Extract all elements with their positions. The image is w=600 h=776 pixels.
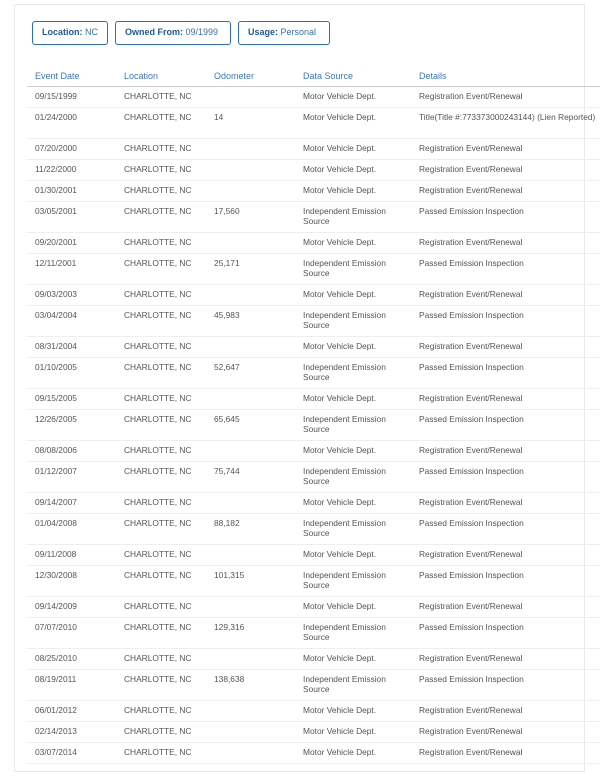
odometer-cell xyxy=(206,87,295,108)
location-cell: CHARLOTTE, NC xyxy=(116,306,206,337)
data-source-cell: Independent Emission Source xyxy=(295,566,411,597)
details-cell: Passed Emission Inspection xyxy=(411,202,600,233)
details-cell: Registration Event/Renewal xyxy=(411,87,600,108)
table-row xyxy=(27,410,600,441)
table-header-row xyxy=(27,66,600,87)
event-date-cell: 01/30/2001 xyxy=(27,181,116,202)
column-header-details: Details xyxy=(411,66,600,87)
table-row xyxy=(27,233,600,254)
chip-value: 09/1999 xyxy=(183,27,219,37)
table-row xyxy=(27,337,600,358)
location-cell: CHARLOTTE, NC xyxy=(116,701,206,722)
event-date-cell: 09/15/1999 xyxy=(27,87,116,108)
event-date-cell: 12/26/2005 xyxy=(27,410,116,441)
location-cell: CHARLOTTE, NC xyxy=(116,337,206,358)
odometer-cell xyxy=(206,493,295,514)
odometer-cell: 14 xyxy=(206,108,295,139)
details-cell: Registration Event/Renewal xyxy=(411,389,600,410)
event-date-cell: 08/25/2010 xyxy=(27,649,116,670)
event-date-cell: 01/10/2005 xyxy=(27,358,116,389)
data-source-cell: Independent Emission Source xyxy=(295,514,411,545)
event-date-cell: 06/01/2012 xyxy=(27,701,116,722)
chip-key: Location: xyxy=(42,27,83,37)
data-source-cell: Motor Vehicle Dept. xyxy=(295,160,411,181)
odometer-cell: 138,638 xyxy=(206,670,295,701)
table-row xyxy=(27,597,600,618)
data-source-cell: Motor Vehicle Dept. xyxy=(295,545,411,566)
location-cell: CHARLOTTE, NC xyxy=(116,597,206,618)
column-header-odometer: Odometer xyxy=(206,66,295,87)
location-cell: CHARLOTTE, NC xyxy=(116,202,206,233)
table-row xyxy=(27,462,600,493)
event-date-cell: 01/04/2008 xyxy=(27,514,116,545)
data-source-cell: Motor Vehicle Dept. xyxy=(295,701,411,722)
event-date-cell: 09/11/2008 xyxy=(27,545,116,566)
odometer-cell xyxy=(206,389,295,410)
details-cell: Registration Event/Renewal xyxy=(411,160,600,181)
table-row xyxy=(27,389,600,410)
event-date-cell: 09/14/2009 xyxy=(27,597,116,618)
location-cell: CHARLOTTE, NC xyxy=(116,160,206,181)
table-row xyxy=(27,306,600,337)
event-date-cell: 09/15/2005 xyxy=(27,389,116,410)
event-date-cell: 01/24/2000 xyxy=(27,108,116,139)
data-source-cell: Independent Emission Source xyxy=(295,202,411,233)
event-date-cell: 08/31/2004 xyxy=(27,337,116,358)
odometer-cell xyxy=(206,649,295,670)
odometer-cell xyxy=(206,181,295,202)
details-cell: Passed Emission Inspection xyxy=(411,254,600,285)
data-source-cell: Motor Vehicle Dept. xyxy=(295,108,411,139)
event-date-cell: 03/07/2014 xyxy=(27,743,116,764)
odometer-cell xyxy=(206,743,295,764)
location-cell: CHARLOTTE, NC xyxy=(116,389,206,410)
table-row xyxy=(27,108,600,139)
event-date-cell: 09/14/2007 xyxy=(27,493,116,514)
details-cell: Registration Event/Renewal xyxy=(411,701,600,722)
data-source-cell: Motor Vehicle Dept. xyxy=(295,285,411,306)
odometer-cell xyxy=(206,160,295,181)
table-row xyxy=(27,441,600,462)
details-cell: Registration Event/Renewal xyxy=(411,181,600,202)
details-cell: Registration Event/Renewal xyxy=(411,649,600,670)
table-row xyxy=(27,743,600,764)
data-source-cell: Independent Emission Source xyxy=(295,618,411,649)
odometer-cell: 88,182 xyxy=(206,514,295,545)
location-cell: CHARLOTTE, NC xyxy=(116,545,206,566)
history-table xyxy=(27,66,600,764)
details-cell: Passed Emission Inspection xyxy=(411,514,600,545)
location-cell: CHARLOTTE, NC xyxy=(116,670,206,701)
details-cell: Passed Emission Inspection xyxy=(411,618,600,649)
details-cell: Passed Emission Inspection xyxy=(411,306,600,337)
details-cell: Registration Event/Renewal xyxy=(411,743,600,764)
table-row xyxy=(27,160,600,181)
event-date-cell: 12/11/2001 xyxy=(27,254,116,285)
event-date-cell: 07/07/2010 xyxy=(27,618,116,649)
details-cell: Registration Event/Renewal xyxy=(411,441,600,462)
usage-filter-chip[interactable] xyxy=(238,21,330,45)
data-source-cell: Motor Vehicle Dept. xyxy=(295,87,411,108)
details-cell: Registration Event/Renewal xyxy=(411,233,600,254)
location-cell: CHARLOTTE, NC xyxy=(116,285,206,306)
column-header-location: Location xyxy=(116,66,206,87)
table-row xyxy=(27,87,600,108)
odometer-cell xyxy=(206,597,295,618)
data-source-cell: Motor Vehicle Dept. xyxy=(295,441,411,462)
odometer-cell: 129,316 xyxy=(206,618,295,649)
location-cell: CHARLOTTE, NC xyxy=(116,493,206,514)
location-cell: CHARLOTTE, NC xyxy=(116,254,206,285)
odometer-cell xyxy=(206,701,295,722)
data-source-cell: Motor Vehicle Dept. xyxy=(295,493,411,514)
details-cell: Passed Emission Inspection xyxy=(411,462,600,493)
chip-key: Usage: xyxy=(248,27,279,37)
location-cell: CHARLOTTE, NC xyxy=(116,618,206,649)
event-date-cell: 11/22/2000 xyxy=(27,160,116,181)
table-row xyxy=(27,514,600,545)
data-source-cell: Motor Vehicle Dept. xyxy=(295,233,411,254)
data-source-cell: Independent Emission Source xyxy=(295,254,411,285)
event-date-cell: 01/12/2007 xyxy=(27,462,116,493)
data-source-cell: Independent Emission Source xyxy=(295,410,411,441)
data-source-cell: Motor Vehicle Dept. xyxy=(295,181,411,202)
location-cell: CHARLOTTE, NC xyxy=(116,108,206,139)
table-row xyxy=(27,202,600,233)
location-cell: CHARLOTTE, NC xyxy=(116,139,206,160)
owned-from-filter-chip[interactable] xyxy=(115,21,231,45)
chip-value: NC xyxy=(82,27,98,37)
table-row xyxy=(27,254,600,285)
location-cell: CHARLOTTE, NC xyxy=(116,743,206,764)
data-source-cell: Motor Vehicle Dept. xyxy=(295,597,411,618)
location-cell: CHARLOTTE, NC xyxy=(116,514,206,545)
table-row xyxy=(27,545,600,566)
data-source-cell: Independent Emission Source xyxy=(295,306,411,337)
odometer-cell: 75,744 xyxy=(206,462,295,493)
details-cell: Passed Emission Inspection xyxy=(411,410,600,441)
table-row xyxy=(27,618,600,649)
odometer-cell xyxy=(206,337,295,358)
event-date-cell: 03/05/2001 xyxy=(27,202,116,233)
table-row xyxy=(27,139,600,160)
table-row xyxy=(27,701,600,722)
details-cell: Registration Event/Renewal xyxy=(411,597,600,618)
data-source-cell: Motor Vehicle Dept. xyxy=(295,337,411,358)
table-row xyxy=(27,181,600,202)
odometer-cell xyxy=(206,441,295,462)
details-cell: Registration Event/Renewal xyxy=(411,545,600,566)
table-body xyxy=(27,87,600,764)
location-cell: CHARLOTTE, NC xyxy=(116,566,206,597)
event-date-cell: 03/04/2004 xyxy=(27,306,116,337)
event-date-cell: 09/20/2001 xyxy=(27,233,116,254)
details-cell: Passed Emission Inspection xyxy=(411,566,600,597)
table-row xyxy=(27,670,600,701)
details-cell: Registration Event/Renewal xyxy=(411,722,600,743)
data-source-cell: Motor Vehicle Dept. xyxy=(295,743,411,764)
location-cell: CHARLOTTE, NC xyxy=(116,358,206,389)
details-cell: Title(Title #:773373000243144) (Lien Reported) xyxy=(411,108,600,139)
table-row xyxy=(27,358,600,389)
table-row xyxy=(27,285,600,306)
location-cell: CHARLOTTE, NC xyxy=(116,181,206,202)
table-row xyxy=(27,566,600,597)
odometer-cell: 17,560 xyxy=(206,202,295,233)
event-date-cell: 09/03/2003 xyxy=(27,285,116,306)
data-source-cell: Independent Emission Source xyxy=(295,462,411,493)
data-source-cell: Motor Vehicle Dept. xyxy=(295,389,411,410)
data-source-cell: Motor Vehicle Dept. xyxy=(295,649,411,670)
odometer-cell: 25,171 xyxy=(206,254,295,285)
filter-chips xyxy=(32,21,330,45)
odometer-cell: 45,983 xyxy=(206,306,295,337)
location-cell: CHARLOTTE, NC xyxy=(116,462,206,493)
details-cell: Registration Event/Renewal xyxy=(411,285,600,306)
event-date-cell: 07/20/2000 xyxy=(27,139,116,160)
event-date-cell: 08/08/2006 xyxy=(27,441,116,462)
details-cell: Passed Emission Inspection xyxy=(411,670,600,701)
table-row xyxy=(27,493,600,514)
data-source-cell: Motor Vehicle Dept. xyxy=(295,722,411,743)
odometer-cell xyxy=(206,545,295,566)
event-date-cell: 12/30/2008 xyxy=(27,566,116,597)
event-date-cell: 02/14/2013 xyxy=(27,722,116,743)
details-cell: Registration Event/Renewal xyxy=(411,139,600,160)
chip-key: Owned From: xyxy=(125,27,183,37)
table-row xyxy=(27,722,600,743)
column-header-event-date: Event Date xyxy=(27,66,116,87)
details-cell: Registration Event/Renewal xyxy=(411,493,600,514)
odometer-cell: 101,315 xyxy=(206,566,295,597)
odometer-cell xyxy=(206,139,295,160)
vehicle-history-card xyxy=(14,4,596,772)
details-cell: Registration Event/Renewal xyxy=(411,337,600,358)
odometer-cell xyxy=(206,285,295,306)
odometer-cell: 65,645 xyxy=(206,410,295,441)
location-cell: CHARLOTTE, NC xyxy=(116,722,206,743)
location-cell: CHARLOTTE, NC xyxy=(116,233,206,254)
data-source-cell: Independent Emission Source xyxy=(295,358,411,389)
odometer-cell: 52,647 xyxy=(206,358,295,389)
location-filter-chip[interactable] xyxy=(32,21,108,45)
chip-value: Personal xyxy=(278,27,317,37)
location-cell: CHARLOTTE, NC xyxy=(116,87,206,108)
odometer-cell xyxy=(206,722,295,743)
location-cell: CHARLOTTE, NC xyxy=(116,410,206,441)
location-cell: CHARLOTTE, NC xyxy=(116,649,206,670)
table-row xyxy=(27,649,600,670)
odometer-cell xyxy=(206,233,295,254)
data-source-cell: Independent Emission Source xyxy=(295,670,411,701)
event-date-cell: 08/19/2011 xyxy=(27,670,116,701)
data-source-cell: Motor Vehicle Dept. xyxy=(295,139,411,160)
location-cell: CHARLOTTE, NC xyxy=(116,441,206,462)
details-cell: Passed Emission Inspection xyxy=(411,358,600,389)
column-header-data-source: Data Source xyxy=(295,66,411,87)
